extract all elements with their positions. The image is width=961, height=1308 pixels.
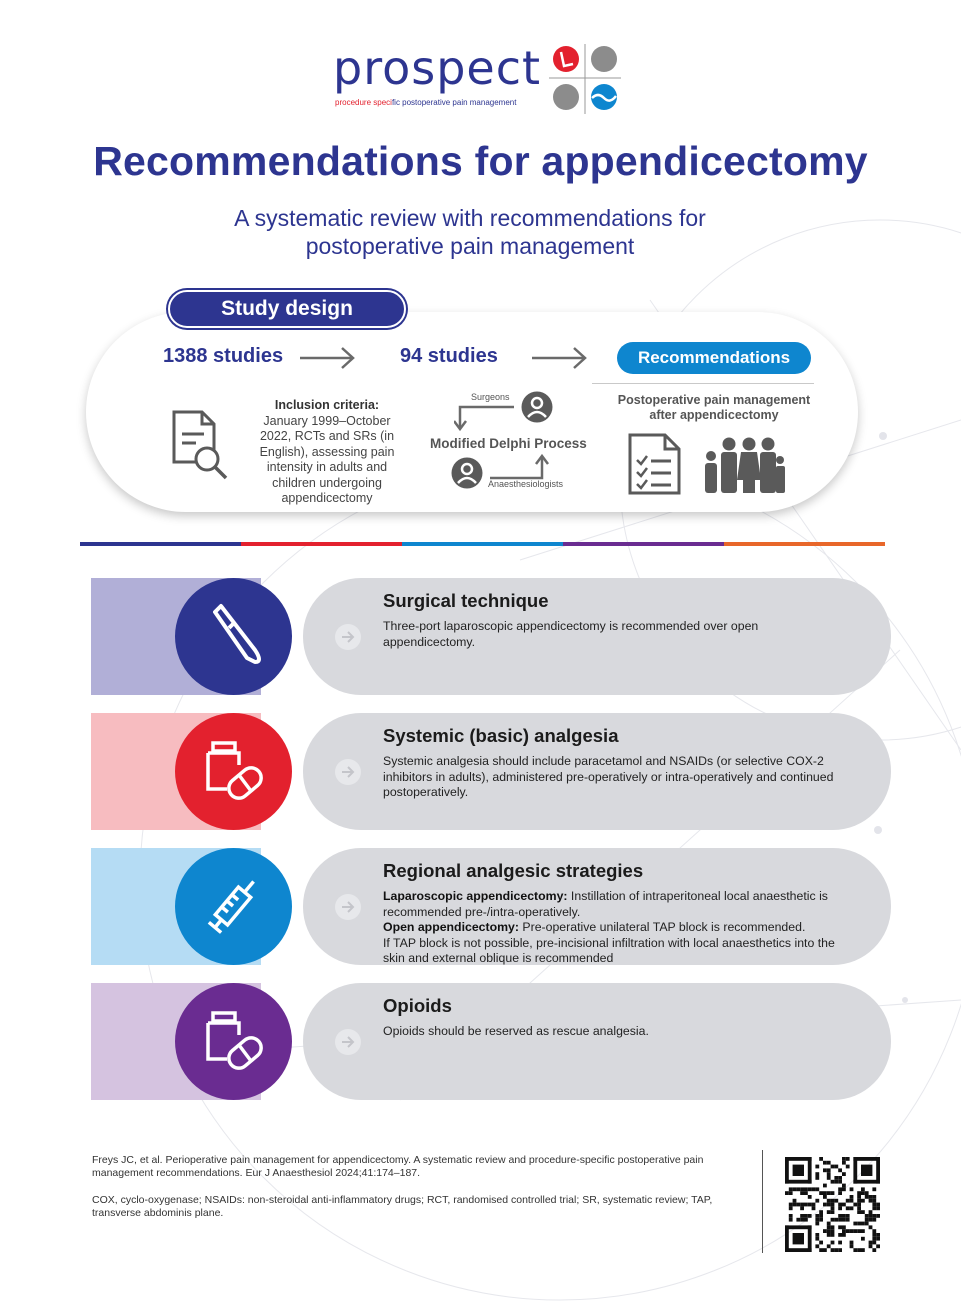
row-text: Laparoscopic appendicectomy: Instillation of intraperitoneal local anaesthetic is recommended pre-/intra-operatively. Open appendicectomy: Pre-operative unilateral TAP block is recommended. If TAP block is not possible, pre-incisional infiltration with local anaesthetics into the skin and external oblique is recommended	[383, 889, 835, 965]
row-icon-circle	[175, 713, 292, 830]
checklist-icon	[627, 432, 683, 496]
arrow-right-icon	[532, 346, 588, 370]
row-title: Surgical technique	[383, 590, 549, 611]
arrow-circle-icon	[335, 624, 361, 650]
row-text: Opioids should be reserved as rescue analgesia.	[383, 1024, 649, 1038]
recommendations-rule	[592, 383, 814, 384]
row-title: Regional analgesic strategies	[383, 860, 644, 881]
qr-code-icon[interactable]	[785, 1157, 880, 1252]
divider-segment	[724, 542, 885, 546]
final-study-count: 94 studies	[400, 345, 498, 367]
row-title: Opioids	[383, 995, 452, 1016]
scalpel-icon	[175, 578, 292, 695]
reference-citation: Freys JC, et al. Perioperative pain management for appendicectomy. A systematic review and procedure-specific postoperative pain management recommendations. Eur J Anaesthesiol 2024;41:174–187.	[92, 1154, 704, 1179]
study-design-label: Study design	[168, 290, 406, 328]
logo-wordmark: prospect	[333, 41, 542, 95]
row-icon-circle	[175, 983, 292, 1100]
color-divider	[80, 542, 885, 546]
surgeons-label: Surgeons	[471, 392, 510, 402]
divider-segment	[402, 542, 563, 546]
page-subtitle: A systematic review with recommendations for postoperative pain management	[234, 205, 706, 259]
divider-segment	[241, 542, 402, 546]
arrow-right-icon	[300, 346, 356, 370]
row-title: Systemic (basic) analgesia	[383, 725, 619, 746]
divider-segment	[80, 542, 241, 546]
logo-mark-icon	[547, 40, 623, 116]
row-icon-circle	[175, 578, 292, 695]
initial-study-count: 1388 studies	[163, 345, 284, 367]
pill-bottle-icon	[175, 983, 292, 1100]
family-icon	[701, 436, 785, 494]
surgeon-person-icon	[520, 390, 554, 424]
document-search-icon	[170, 410, 234, 482]
divider-segment	[563, 542, 724, 546]
postop-label: Postoperative pain management after appendicectomy	[617, 393, 811, 422]
recommendation-opioids	[91, 983, 891, 1100]
recommendation-regional-analgesia	[91, 848, 891, 965]
arrow-down-left-icon	[454, 403, 516, 433]
arrow-circle-icon	[335, 1029, 361, 1055]
row-text: Systemic analgesia should include paracetamol and NSAIDs (or selective COX-2 inhibitors in adults), administered pre-operatively or intra-operatively and continued postoperatively.	[383, 754, 834, 799]
logo-tagline: procedure specific postoperative pain management	[335, 98, 517, 107]
recommendation-systemic-analgesia	[91, 713, 891, 830]
recommendation-surgical-technique	[91, 578, 891, 695]
abbreviations: COX, cyclo-oxygenase; NSAIDs: non-steroidal anti-inflammatory drugs; RCT, randomised controlled trial; SR, systematic review; TAP, transverse abdominis plane.	[92, 1194, 713, 1219]
row-icon-circle	[175, 848, 292, 965]
pill-bottle-icon	[175, 713, 292, 830]
arrow-circle-icon	[335, 759, 361, 785]
row-text: Three-port laparoscopic appendicectomy is recommended over open appendicectomy.	[383, 619, 759, 649]
delphi-process-label: Modified Delphi Process	[430, 436, 587, 451]
recommendations-label: Recommendations	[617, 342, 811, 374]
footer-separator	[762, 1150, 763, 1253]
page-title: Recommendations for appendicectomy	[93, 138, 868, 184]
inclusion-criteria: Inclusion criteria: January 1999–October 2022, RCTs and SRs (in English), assessing pain intensity in adults and children undergoing appendicectomy	[259, 398, 395, 505]
prospect-logo	[333, 40, 633, 120]
arrow-circle-icon	[335, 894, 361, 920]
anaesthesiologists-label: Anaesthesiologists	[488, 479, 564, 489]
arrow-up-right-icon	[488, 452, 550, 482]
anaesthesiologist-person-icon	[450, 456, 484, 490]
syringe-icon	[175, 848, 292, 965]
